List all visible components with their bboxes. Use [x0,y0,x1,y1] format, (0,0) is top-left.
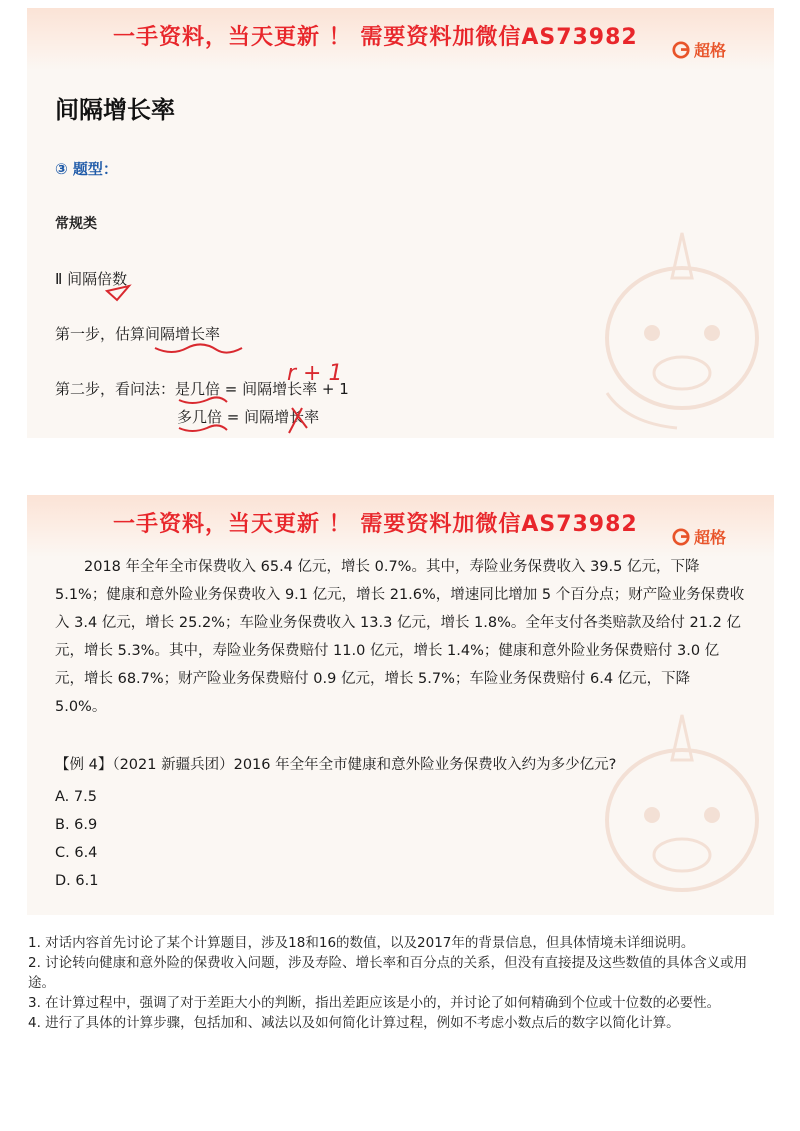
logo-text: 超格 [693,528,726,547]
data-passage: 2018 年全年全市保费收入 65.4 亿元，增长 0.7%。其中，寿险业务保费收入 39.5 亿元，下降 5.1%；健康和意外险业务保费收入 9.1 亿元，增长 21.6%，增速同比增加 5 个百分点；财产险业务保费收入 3.4 亿元，增长 25.2%；车险业务保费收入 13.3 亿元，增长 1.8%。全年支付各类赔款及给付 21.2 亿元，增长 5.3%。其中，寿险业务保费赔付 11.0 亿元，增长 1.4%；健康和意外险业务保费赔付 3.0 亿元，增长 68.7%；财产险业务保费赔付 0.9 亿元，增长 5.7%；车险业务保费赔付 6.4 亿元，下降 5.0%。 [55,559,745,715]
handwriting-note: r + 1 [287,361,343,386]
step-2-line-2: 多几倍 = 间隔增长率 [177,408,320,426]
summary-item: 1. 对话内容首先讨论了某个计算题目，涉及18和16的数值，以及2017年的背景信息，但具体情境未详细说明。 [28,935,695,951]
page-title: 间隔增长率 [55,96,175,124]
option-d: D. 6.1 [55,873,99,889]
answer-options [55,783,98,895]
banner [27,495,774,557]
mascot-watermark [587,223,767,433]
example-question: 【例 4】（2021 新疆兵团）2016 年全年全市健康和意外险业务保费收入约为多少亿元? [55,757,617,773]
logo-text: 超格 [693,41,726,60]
logo-icon [672,528,690,546]
option-c: C. 6.4 [55,845,98,861]
step-2 [55,378,349,399]
summary-notes [28,933,772,1033]
category-label: 常规类 [55,216,97,232]
summary-item: 2. 讨论转向健康和意外险的保费收入问题，涉及寿险、增长率和百分点的关系，但没有直接提及这些数值的具体含义或用途。 [28,955,748,991]
summary-item: 4. 进行了具体的计算步骤，包括加和、减法以及如何简化计算过程，例如不考虑小数点后的数字以简化计算。 [28,1015,680,1031]
option-b: B. 6.9 [55,817,98,833]
step-2-line-1: 是几倍 = 间隔增长率 + 1 [175,380,349,398]
banner [27,8,774,70]
step-1-body: 估算间隔增长率 [115,325,221,343]
logo-icon [672,41,690,59]
summary-item: 3. 在计算过程中，强调了对于差距大小的判断，指出差距应该是小的，并讨论了如何精确到个位或十位数的必要性。 [28,995,721,1011]
step-1-prefix: 第一步， [55,325,116,343]
section-subhead: ③ 题型： [55,160,118,178]
brand-logo [672,38,726,61]
mascot-watermark [587,705,767,915]
step-1 [55,323,220,344]
option-a: A. 7.5 [55,789,97,805]
item-heading: Ⅱ 间隔倍数 [55,270,128,288]
brand-logo [672,525,726,548]
banner-text: 一手资料，当天更新 ！ 需要资料加微信AS73982 [113,25,638,50]
slide-2 [27,495,774,915]
slide-1 [27,8,774,438]
step-2-prefix: 第二步，看问法： [55,380,176,398]
banner-text: 一手资料，当天更新 ！ 需要资料加微信AS73982 [113,512,638,537]
